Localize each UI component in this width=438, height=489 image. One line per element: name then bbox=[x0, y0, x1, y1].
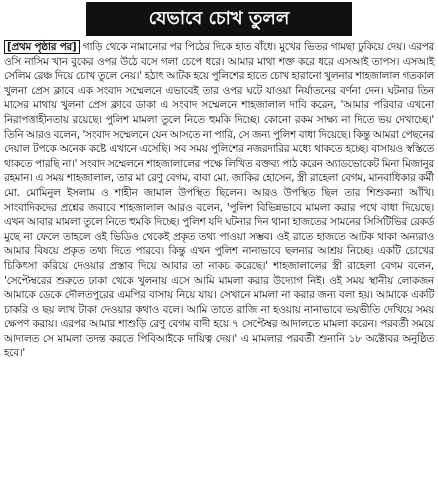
headline-banner bbox=[86, 2, 352, 36]
headline: যেভাবে চোখ তুলল bbox=[148, 8, 290, 29]
article-body bbox=[4, 40, 434, 361]
continuation-label: [প্রথম পৃষ্ঠার পর] bbox=[4, 40, 80, 54]
article-paragraph bbox=[4, 40, 434, 361]
article-text: গাড়ি থেকে নামানোর পর পিঠের দিকে হাত বাঁধে। মুখের ভিতর গামছা ঢুকিয়ে দেয়। এরপর ওসি নাসিম খান বুকের ওপর উঠে বসে গলা চেপে ধরে। আমার মাথা শক্ত করে ধরে এসআই তাপস। এসআই সেলিম রেঞ্চ দিয়ে চোখ তুলে নেয়।' হঠাৎ আটক হয়ে পুলিশের হাতে চোখ হারানো খুলনার শাহজালাল গতকাল খুলনা প্রেস ক্লাবে এক সংবাদ সম্মেলনে এভাবেই তার ওপর ঘটে যাওয়া নির্যাতনের বর্ণনা দেন। ঘটনার তিন মাসের মাথায় খুলনা প্রেস ক্লাবে ডাকা এ সংবাদ সম্মেলনে শাহজালাল দাবি করেন, 'আমার পরিবার এখনো নিরাপত্তাহীনতায় রয়েছে। পুলিশ মামলা তুলে নিতে হুমকি দিচ্ছে। কোনো রকম সাক্ষ্য না দিতে ভয় দেখাচ্ছে।' তিনি আরও বলেন, 'সংবাদ সম্মেলনে যেন আসতে না পারি, সে জন্য পুলিশ বাধা দিয়েছে। কিন্তু আমরা পেছনের দেয়াল টপকে অনেক কষ্টে এখানে এসেছি। সব সময় পুলিশের নজরদারির মধ্যে থাকতে হচ্ছে। বাসায়ও স্বস্তিতে থাকতে পারছি না।' সংবাদ সম্মেলনে শাহজালালের পক্ষে লিখিত বক্তব্য পাঠ করেন অ্যাডভোকেট মিনা মিজানুর রহমান। এ সময় শাহজালাল, তার মা রেণু বেগম, বাবা মো. জাকির হোসেন, স্ত্রী রাহেলা বেগম, মানবাধিকার কর্মী মো. মোমিনুল ইসলাম ও শাহীন জামাল উপস্থিত ছিলেন। আরও উপস্থিত ছিল তার শিশুকন্যা আঁখি। সাংবাদিকদের প্রশ্নের জবাবে শাহজালাল আরও বলেন, 'পুলিশ বিভিন্নভাবে মামলা করার পথে বাধা দিয়েছে। এখন আবার মামলা তুলে নিতে হুমকি দিচ্ছে। পুলিশ যদি ঘটনার দিন থানা হাজতের সামনের সিসিটিভির রেকর্ড মুছে না ফেলে তাহলে ওই ভিডিও থেকেই প্রকৃত তথ্য পাওয়া সম্ভব। ওই রাতে হাজতে আটক থাকা অন্যরাও আমার বিষয়ে প্রকৃত তথ্য দিতে পারবে। কিন্তু এখন পুলিশ নানাভাবে ছলনার আশ্রয় নিচ্ছে। একটি চোখের চিকিৎসা করিয়ে দেওয়ার প্রস্তাব দিয়ে আবার তা নাকচ করেছে।' শাহজালালের স্ত্রী রাহেলা বেগম বলেন, 'সেপ্টেম্বরের শুরুতে ঢাকা থেকে খুলনায় এসে আমি মামলা করার উদ্যোগ নিই। ওই সময় স্থানীয় লোকজন আমাকে ডেকে দৌলতপুরের এমপির বাসায় নিয়ে যায়। সেখানে মামলা না করার জন্য বলা হয়। আমাকে একটি চাকরি ও ছয় লাখ টাকা দেওয়ার কথাও বলে। আমি তাতে রাজি না হওয়ায় নানাভাবে ভয়ভীতি দেখিয়ে সময় ক্ষেপণ করায়। এরপর আমার শাশুড়ি রেণু বেগম বাদী হয়ে ৭ সেপ্টেম্বর আদালতে মামলা করেন। পরবর্তী সময়ে আদালত সে মামলা তদন্ত করতে পিবিআইকে দায়িত্ব দেয়।' এ মামলার পরবর্তী শুনানি ১৮ অক্টোবর অনুষ্ঠিত হবে।' bbox=[4, 41, 435, 360]
